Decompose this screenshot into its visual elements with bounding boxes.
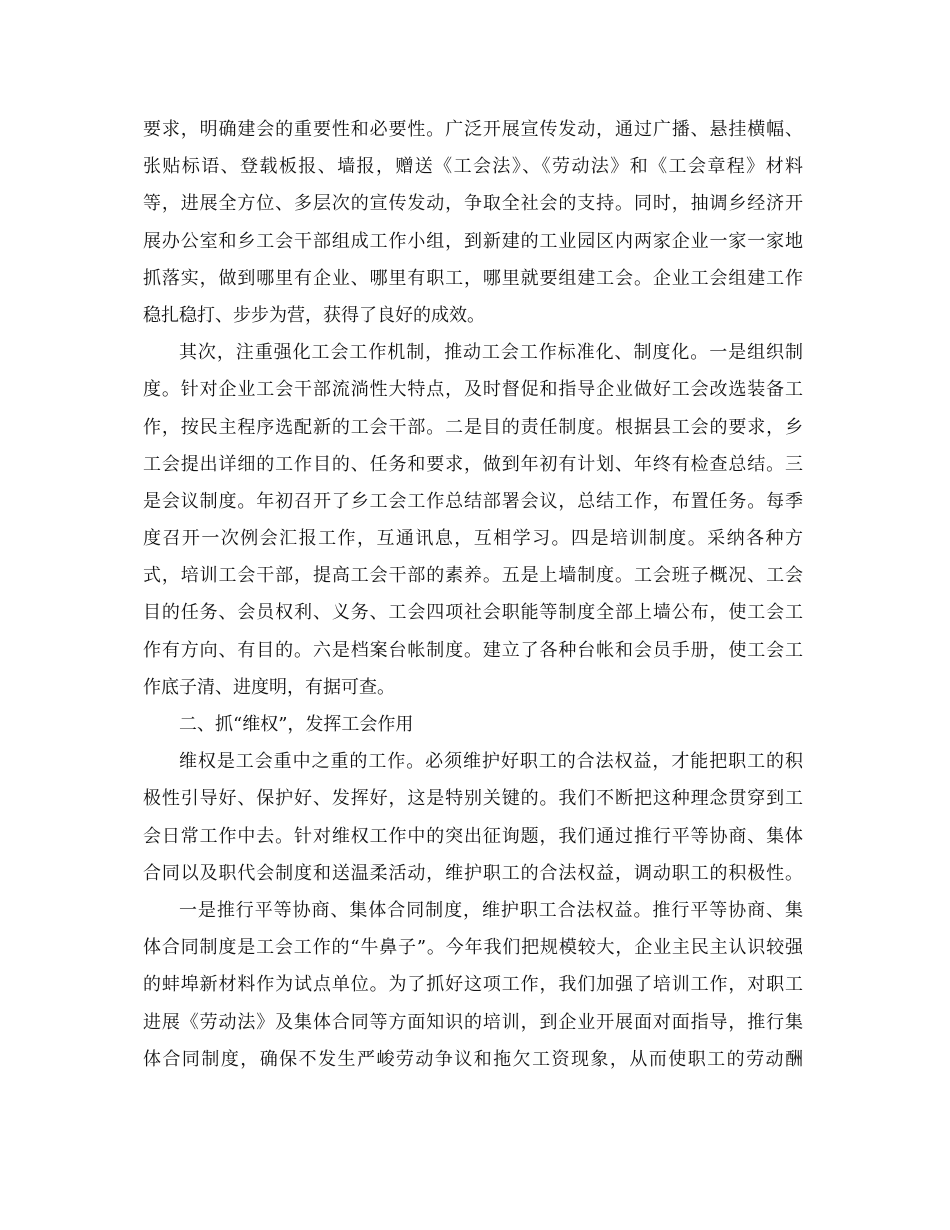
document-body [143,111,803,1078]
paragraph-first-line: 其次，注重强化工会工作机制，推动工会工作标准化、制度化。一是组织制 [179,342,803,364]
text-line: 抓落实，做到哪里有企业、哪里有职工，哪里就要组建工会。企业工会组建工作 [143,267,803,289]
text-line: 稳扎稳打、步步为营，获得了良好的成效。 [143,304,485,326]
text-line: 是会议制度。年初召开了乡工会工作总结部署会议，总结工作，布置任务。每季 [143,490,803,512]
text-line: 体合同制度，确保不发生严峻劳动争议和拖欠工资现象，从而使职工的劳动酬 [143,1048,803,1070]
text-line: 体合同制度是工会工作的“牛鼻子”。今年我们把规模较大，企业主民主认识较强 [143,937,803,959]
section-heading: 二、抓“维权”，发挥工会作用 [179,714,414,735]
text-line: 目的任务、会员权利、义务、工会四项社会职能等制度全部上墙公布，使工会工 [143,602,803,624]
text-line: 极性引导好、保护好、发挥好，这是特别关键的。我们不断把这种理念贯穿到工 [143,788,803,810]
text-line: 的蚌埠新材料作为试点单位。为了抓好这项工作，我们加强了培训工作，对职工 [143,974,803,996]
text-line: 作底子清、进度明，有据可查。 [143,676,395,698]
text-line: 式，培训工会干部，提高工会干部的素养。五是上墙制度。工会班子概况、工会 [143,565,803,587]
text-line: 会日常工作中去。针对维权工作中的突出征询题，我们通过推行平等协商、集体 [143,825,803,847]
text-line: 等，进展全方位、多层次的宣传发动，争取全社会的支持。同时，抽调乡经济开 [143,193,803,215]
text-line: 合同以及职代会制度和送温柔活动，维护职工的合法权益，调动职工的积极性。 [143,862,803,884]
text-line: 展办公室和乡工会干部组成工作小组，到新建的工业园区内两家企业一家一家地 [143,230,803,252]
text-line: 作，按民主程序选配新的工会干部。二是目的责任制度。根据县工会的要求，乡 [143,416,803,438]
text-line: 工会提出详细的工作目的、任务和要求，做到年初有计划、年终有检查总结。三 [143,453,803,475]
paragraph-first-line: 维权是工会重中之重的工作。必须维护好职工的合法权益，才能把职工的积 [179,751,803,773]
text-line: 作有方向、有目的。六是档案台帐制度。建立了各种台帐和会员手册，使工会工 [143,639,803,661]
text-line: 要求，明确建会的重要性和必要性。广泛开展宣传发动，通过广播、悬挂横幅、 [143,119,803,140]
text-line: 度召开一次例会汇报工作，互通讯息，互相学习。四是培训制度。采纳各种方 [143,528,803,550]
paragraph-first-line: 一是推行平等协商、集体合同制度，维护职工合法权益。推行平等协商、集 [179,899,803,921]
text-line: 度。针对企业工会干部流淌性大特点，及时督促和指导企业做好工会改选装备工 [143,379,803,401]
text-line: 进展《劳动法》及集体合同等方面知识的培训，到企业开展面对面指导，推行集 [143,1011,803,1033]
text-line: 张贴标语、登载板报、墙报，赠送《工会法》、《劳动法》和《工会章程》材料 [143,156,803,178]
